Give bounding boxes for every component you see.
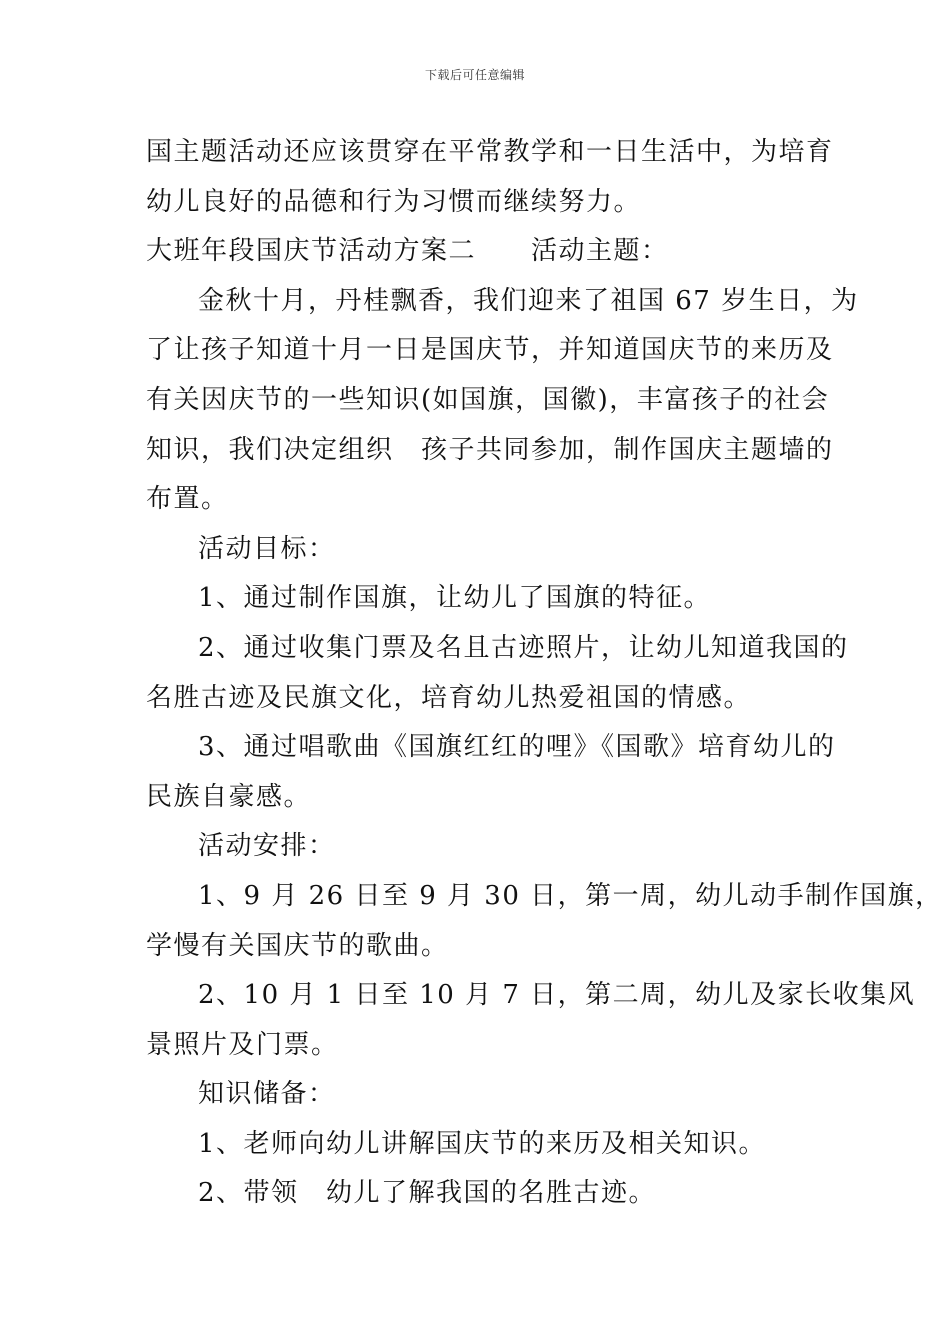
list-item: 1、老师向幼儿讲解国庆节的来历及相关知识。	[198, 1128, 767, 1159]
paragraph-line: 民族自豪感。	[146, 781, 312, 812]
list-item: 2、带领 幼儿了解我国的名胜古迹。	[198, 1178, 657, 1209]
list-item: 3、通过唱歌曲《国旗红红的哩》《国歌》培育幼儿的	[198, 732, 836, 763]
list-item: 1、9 月 26 日至 9 月 30 日，第一周，幼儿动手制作国旗，	[198, 880, 943, 911]
list-item: 2、10 月 1 日至 10 月 7 日，第二周，幼儿及家长收集风	[198, 980, 916, 1011]
list-item: 2、通过收集门票及名且古迹照片，让幼儿知道我国的	[198, 632, 849, 663]
section-heading: 大班年段国庆节活动方案二 活动主题：	[146, 236, 669, 267]
paragraph-line: 金秋十月，丹桂飘香，我们迎来了祖国 67 岁生日，为	[198, 285, 859, 316]
list-item: 1、通过制作国旗，让幼儿了国旗的特征。	[198, 583, 712, 614]
paragraph-line: 景照片及门票。	[146, 1029, 339, 1060]
document-body	[146, 128, 943, 1219]
paragraph-line: 知识，我们决定组织 孩子共同参加，制作国庆主题墙的	[146, 434, 834, 465]
subheading-goals: 活动目标：	[198, 533, 336, 564]
paragraph-line: 有关因庆节的一些知识(如国旗，国徽)，丰富孩子的社会	[146, 384, 830, 415]
paragraph-line: 名胜古迹及民旗文化，培育幼儿热爱祖国的情感。	[146, 682, 752, 713]
paragraph-line: 布置。	[146, 484, 229, 515]
subheading-knowledge: 知识储备：	[198, 1079, 336, 1110]
paragraph-line: 国主题活动还应该贯穿在平常教学和一日生活中，为培育	[146, 137, 834, 167]
paragraph-line: 幼儿良好的品德和行为习惯而继续努力。	[146, 186, 642, 217]
paragraph-line: 学慢有关国庆节的歌曲。	[146, 930, 449, 961]
paragraph-line: 了让孩子知道十月一日是国庆节，并知道国庆节的来历及	[146, 335, 834, 366]
subheading-schedule: 活动安排：	[198, 831, 336, 862]
page-header: 下载后可任意编辑	[424, 68, 525, 82]
